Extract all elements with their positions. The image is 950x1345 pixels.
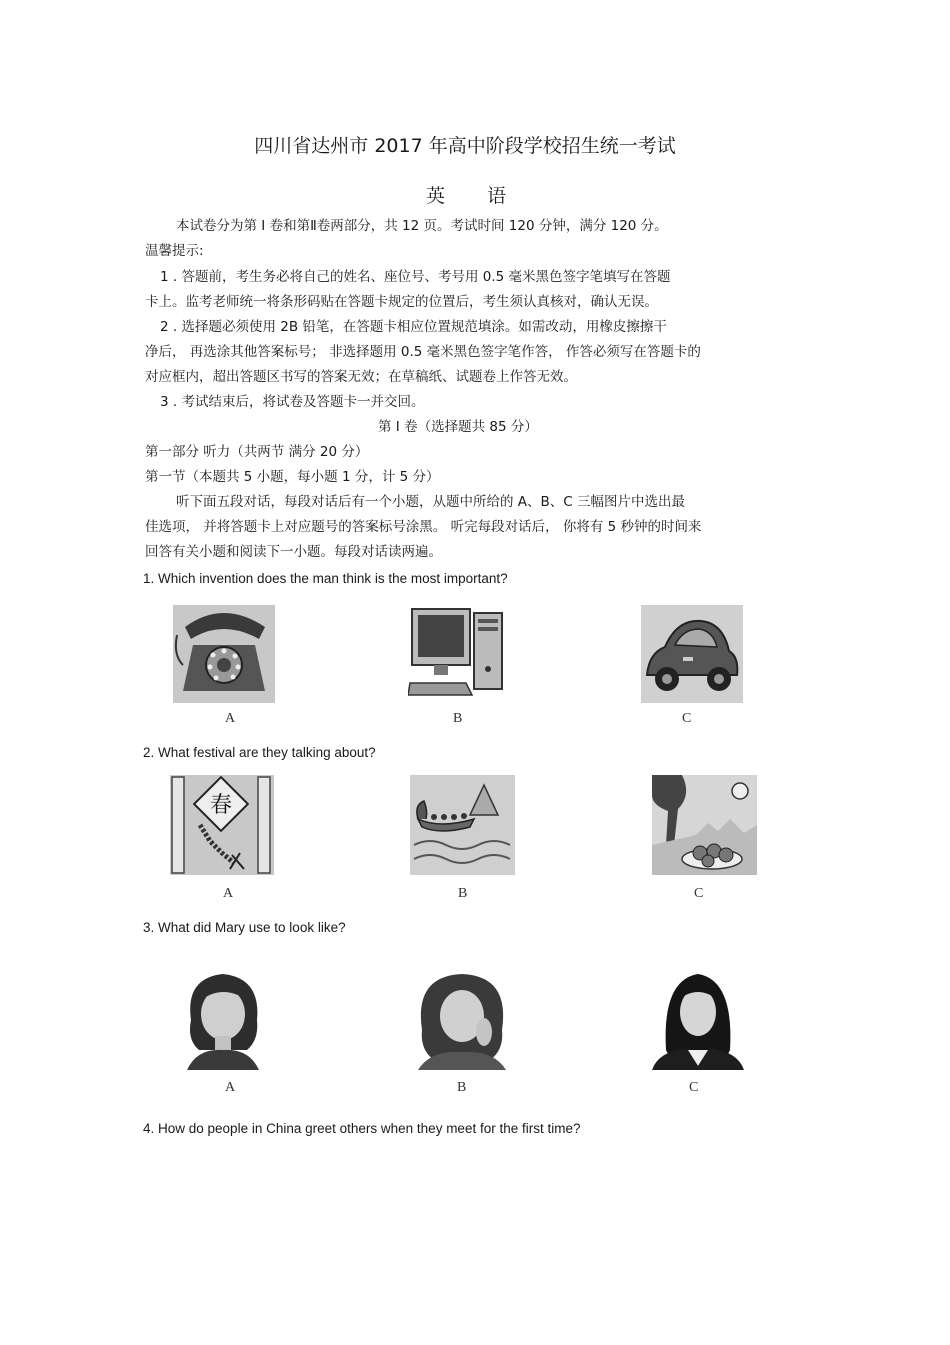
instruction-line-c: 回答有关小题和阅读下一小题。每段对话读两遍。	[145, 544, 442, 560]
instruction-line-a: 听下面五段对话，每段对话后有一个小题，从题中所给的 A、B、C 三幅图片中选出最	[176, 494, 686, 510]
subject-title: 英 语	[425, 185, 525, 207]
tips-label: 温馨提示:	[145, 243, 204, 259]
mid-autumn-icon	[652, 775, 757, 875]
tip-1-line-a: 1 . 答题前，考生务必将自己的姓名、座位号、考号用 0.5 毫米黑色签字笔填写在答题	[160, 269, 671, 285]
tip-3: 3 . 考试结束后，将试卷及答题卡一并交回。	[160, 394, 425, 410]
tip-2-line-c: 对应框内，超出答题区书写的答案无效；在草稿纸、试题卷上作答无效。	[145, 369, 577, 385]
portrait-b-icon	[410, 970, 514, 1070]
option-a-label: A	[225, 1080, 236, 1095]
instruction-line-b: 佳选项， 并将答题卡上对应题号的答案标号涂黑。 听完每段对话后， 你将有 5 秒钟的时间来	[145, 519, 702, 535]
option-b-label: B	[457, 1080, 467, 1095]
question-3: 3. What did Mary use to look like?	[143, 920, 346, 935]
car-icon	[641, 605, 743, 703]
option-a-label: A	[225, 711, 236, 726]
question-4: 4. How do people in China greet others when they meet for the first time?	[143, 1121, 581, 1136]
option-b-label: B	[458, 886, 468, 901]
spring-festival-icon	[170, 775, 274, 875]
option-c-label: C	[682, 711, 692, 726]
question-2: 2. What festival are they talking about?	[143, 745, 376, 760]
telephone-icon	[173, 605, 275, 703]
dragon-boat-icon	[410, 775, 515, 875]
svg-text:春: 春	[209, 793, 233, 818]
option-c-label: C	[689, 1080, 699, 1095]
tip-1-line-b: 卡上。监考老师统一将条形码贴在答题卡规定的位置后，考生须认真核对，确认无误。	[145, 294, 658, 310]
portrait-a-icon	[177, 970, 269, 1070]
question-1: 1. Which invention does the man think is the most important?	[143, 571, 508, 586]
computer-icon	[408, 605, 508, 703]
page-title: 四川省达州市 2017 年高中阶段学校招生统一考试	[254, 135, 676, 157]
tip-2-line-a: 2 . 选择题必须使用 2B 铅笔，在答题卡相应位置规范填涂。如需改动，用橡皮擦擦干	[160, 319, 667, 335]
option-a-label: A	[223, 886, 234, 901]
portrait-c-icon	[648, 970, 748, 1070]
part-1-heading: 第一部分 听力（共两节 满分 20 分）	[145, 444, 369, 460]
option-b-label: B	[453, 711, 463, 726]
tip-2-line-b: 净后， 再选涂其他答案标号； 非选择题用 0.5 毫米黑色签字笔作答， 作答必须写在答题卡的	[145, 344, 701, 360]
option-c-label: C	[694, 886, 704, 901]
section-1-heading: 第一节（本题共 5 小题，每小题 1 分，计 5 分）	[145, 469, 440, 485]
volume-heading: 第 I 卷（选择题共 85 分）	[378, 419, 538, 435]
intro-line: 本试卷分为第 I 卷和第Ⅱ卷两部分，共 12 页。考试时间 120 分钟，满分 120 分。	[176, 218, 668, 234]
